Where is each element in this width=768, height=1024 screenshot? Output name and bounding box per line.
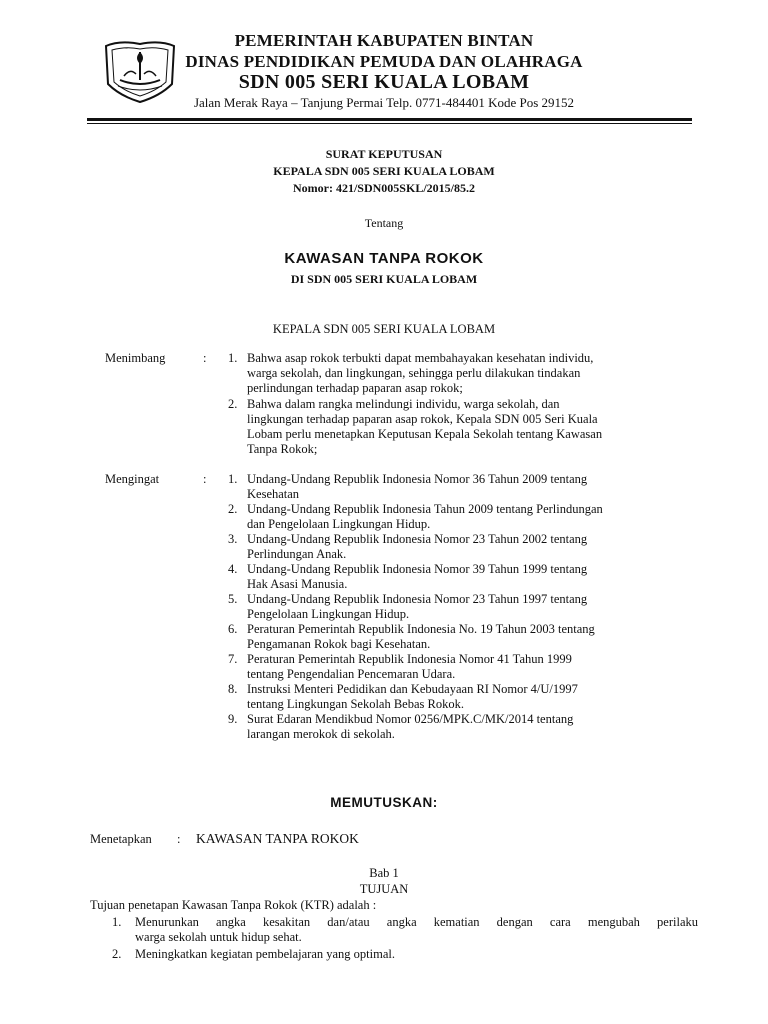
- chapter-item-text: warga sekolah untuk hidup sehat.: [135, 930, 302, 944]
- mengingat-item-text: Perlindungan Anak.: [247, 547, 347, 561]
- mengingat-item-text: Hak Asasi Manusia.: [247, 577, 348, 591]
- mengingat-item-text: tentang Lingkungan Sekolah Bebas Rokok.: [247, 697, 464, 711]
- mengingat-item-text: Pengamanan Rokok bagi Kesehatan.: [247, 637, 431, 651]
- mengingat-item-number: 3.: [228, 532, 238, 546]
- mengingat-item-text: dan Pengelolaan Lingkungan Hidup.: [247, 517, 431, 531]
- chapter-item-text: Menurunkan angka kesakitan dan/atau angka kematian dengan cara mengubah perilaku: [135, 915, 698, 929]
- menimbang-item-text: perlindungan terhadap paparan asap rokok;: [247, 381, 463, 395]
- chapter-title: TUJUAN: [359, 882, 409, 896]
- mengingat-item-text: Peraturan Pemerintah Republik Indonesia Nomor 41 Tahun 1999: [247, 652, 572, 666]
- menimbang-item-text: Bahwa dalam rangka melindungi individu, warga sekolah, dan: [247, 397, 560, 411]
- menimbang-item-text: Tanpa Rokok;: [247, 442, 318, 456]
- menimbang-item-number: 2.: [228, 397, 238, 411]
- decree-signatory-line: KEPALA SDN 005 SERI KUALA LOBAM: [272, 322, 496, 336]
- menimbang-item-number: 1.: [228, 351, 238, 365]
- mengingat-colon: :: [203, 472, 207, 486]
- mengingat-item-number: 6.: [228, 622, 238, 636]
- mengingat-item: [228, 562, 688, 592]
- letterhead-divider-thick: [87, 118, 692, 121]
- mengingat-item: [228, 652, 688, 682]
- mengingat-item: [228, 532, 688, 562]
- mengingat-item-number: 2.: [228, 502, 238, 516]
- mengingat-item-text: Undang-Undang Republik Indonesia Tahun 2009 tentang Perlindungan: [247, 502, 603, 516]
- mengingat-item: [228, 712, 688, 742]
- menimbang-item-text: Bahwa asap rokok terbukti dapat membahayakan kesehatan individu,: [247, 351, 594, 365]
- chapter-number: Bab 1: [369, 866, 399, 880]
- mengingat-item-number: 7.: [228, 652, 238, 666]
- letterhead-address: Jalan Merak Raya – Tanjung Permai Telp. 0771-484401 Kode Pos 29152: [193, 95, 575, 110]
- decree-subject: KAWASAN TANPA ROKOK: [284, 250, 484, 267]
- mengingat-item: [228, 592, 688, 622]
- mengingat-item-text: Undang-Undang Republik Indonesia Nomor 23 Tahun 1997 tentang: [247, 592, 588, 606]
- letterhead-school-name: SDN 005 SERI KUALA LOBAM: [238, 71, 530, 93]
- mengingat-item-number: 8.: [228, 682, 238, 696]
- mengingat-item-text: Undang-Undang Republik Indonesia Nomor 36 Tahun 2009 tentang: [247, 472, 588, 486]
- decree-issuer: KEPALA SDN 005 SERI KUALA LOBAM: [273, 164, 495, 178]
- chapter-item-text: Meningkatkan kegiatan pembelajaran yang optimal.: [135, 947, 395, 961]
- mengingat-item: [228, 622, 688, 652]
- chapter-item-number: 1.: [112, 915, 122, 929]
- mengingat-item-number: 9.: [228, 712, 238, 726]
- mengingat-item-text: Instruksi Menteri Pedidikan dan Kebudayaan RI Nomor 4/U/1997: [247, 682, 578, 696]
- decree-about-label: Tentang: [364, 216, 404, 230]
- mengingat-item: [228, 472, 688, 502]
- mengingat-item: [228, 682, 688, 712]
- menimbang-colon: :: [203, 351, 207, 365]
- menetapkan-value: KAWASAN TANPA ROKOK: [196, 831, 359, 846]
- mengingat-item-text: Undang-Undang Republik Indonesia Nomor 23 Tahun 2002 tentang: [247, 532, 588, 546]
- menimbang-item: [228, 397, 688, 457]
- mengingat-item: [228, 502, 688, 532]
- chapter-list-item: [112, 915, 698, 947]
- mengingat-label: Mengingat: [105, 472, 160, 486]
- chapter-item-number: 2.: [112, 947, 122, 961]
- mengingat-item-text: Kesehatan: [247, 487, 300, 501]
- letterhead-line-1: PEMERINTAH KABUPATEN BINTAN: [234, 31, 534, 50]
- decree-subject-place: DI SDN 005 SERI KUALA LOBAM: [290, 272, 478, 286]
- decree-heading: SURAT KEPUTUSAN: [325, 147, 443, 161]
- chapter-intro: Tujuan penetapan Kawasan Tanpa Rokok (KTR) adalah :: [90, 898, 377, 912]
- menimbang-item-text: lingkungan terhadap paparan asap rokok, Kepala SDN 005 Seri Kuala: [247, 412, 598, 426]
- letterhead-line-2: DINAS PENDIDIKAN PEMUDA DAN OLAHRAGA: [185, 52, 583, 71]
- mengingat-item-text: Pengelolaan Lingkungan Hidup.: [247, 607, 410, 621]
- letterhead-divider-thin: [87, 123, 692, 124]
- decree-number: Nomor: 421/SDN005SKL/2015/85.2: [292, 181, 475, 195]
- mengingat-item-number: 5.: [228, 592, 238, 606]
- mengingat-item-text: Surat Edaran Mendikbud Nomor 0256/MPK.C/MK/2014 tentang: [247, 712, 574, 726]
- menimbang-item: [228, 351, 688, 396]
- chapter-list-item: [112, 947, 698, 963]
- decision-heading: MEMUTUSKAN:: [330, 795, 438, 810]
- mengingat-item-number: 4.: [228, 562, 238, 576]
- mengingat-item-text: tentang Pengendalian Pencemaran Udara.: [247, 667, 456, 681]
- mengingat-item-text: Peraturan Pemerintah Republik Indonesia No. 19 Tahun 2003 tentang: [247, 622, 595, 636]
- menimbang-item-text: warga sekolah, dan lingkungan, sehingga perlu dilakukan tindakan: [247, 366, 581, 380]
- menetapkan-label: Menetapkan: [90, 832, 152, 846]
- menimbang-label: Menimbang: [105, 351, 166, 365]
- mengingat-item-text: larangan merokok di sekolah.: [247, 727, 395, 741]
- menetapkan-colon: :: [177, 832, 181, 846]
- mengingat-item-number: 1.: [228, 472, 238, 486]
- menimbang-item-text: Lobam perlu menetapkan Keputusan Kepala Sekolah tentang Kawasan: [247, 427, 603, 441]
- mengingat-item-text: Undang-Undang Republik Indonesia Nomor 39 Tahun 1999 tentang: [247, 562, 588, 576]
